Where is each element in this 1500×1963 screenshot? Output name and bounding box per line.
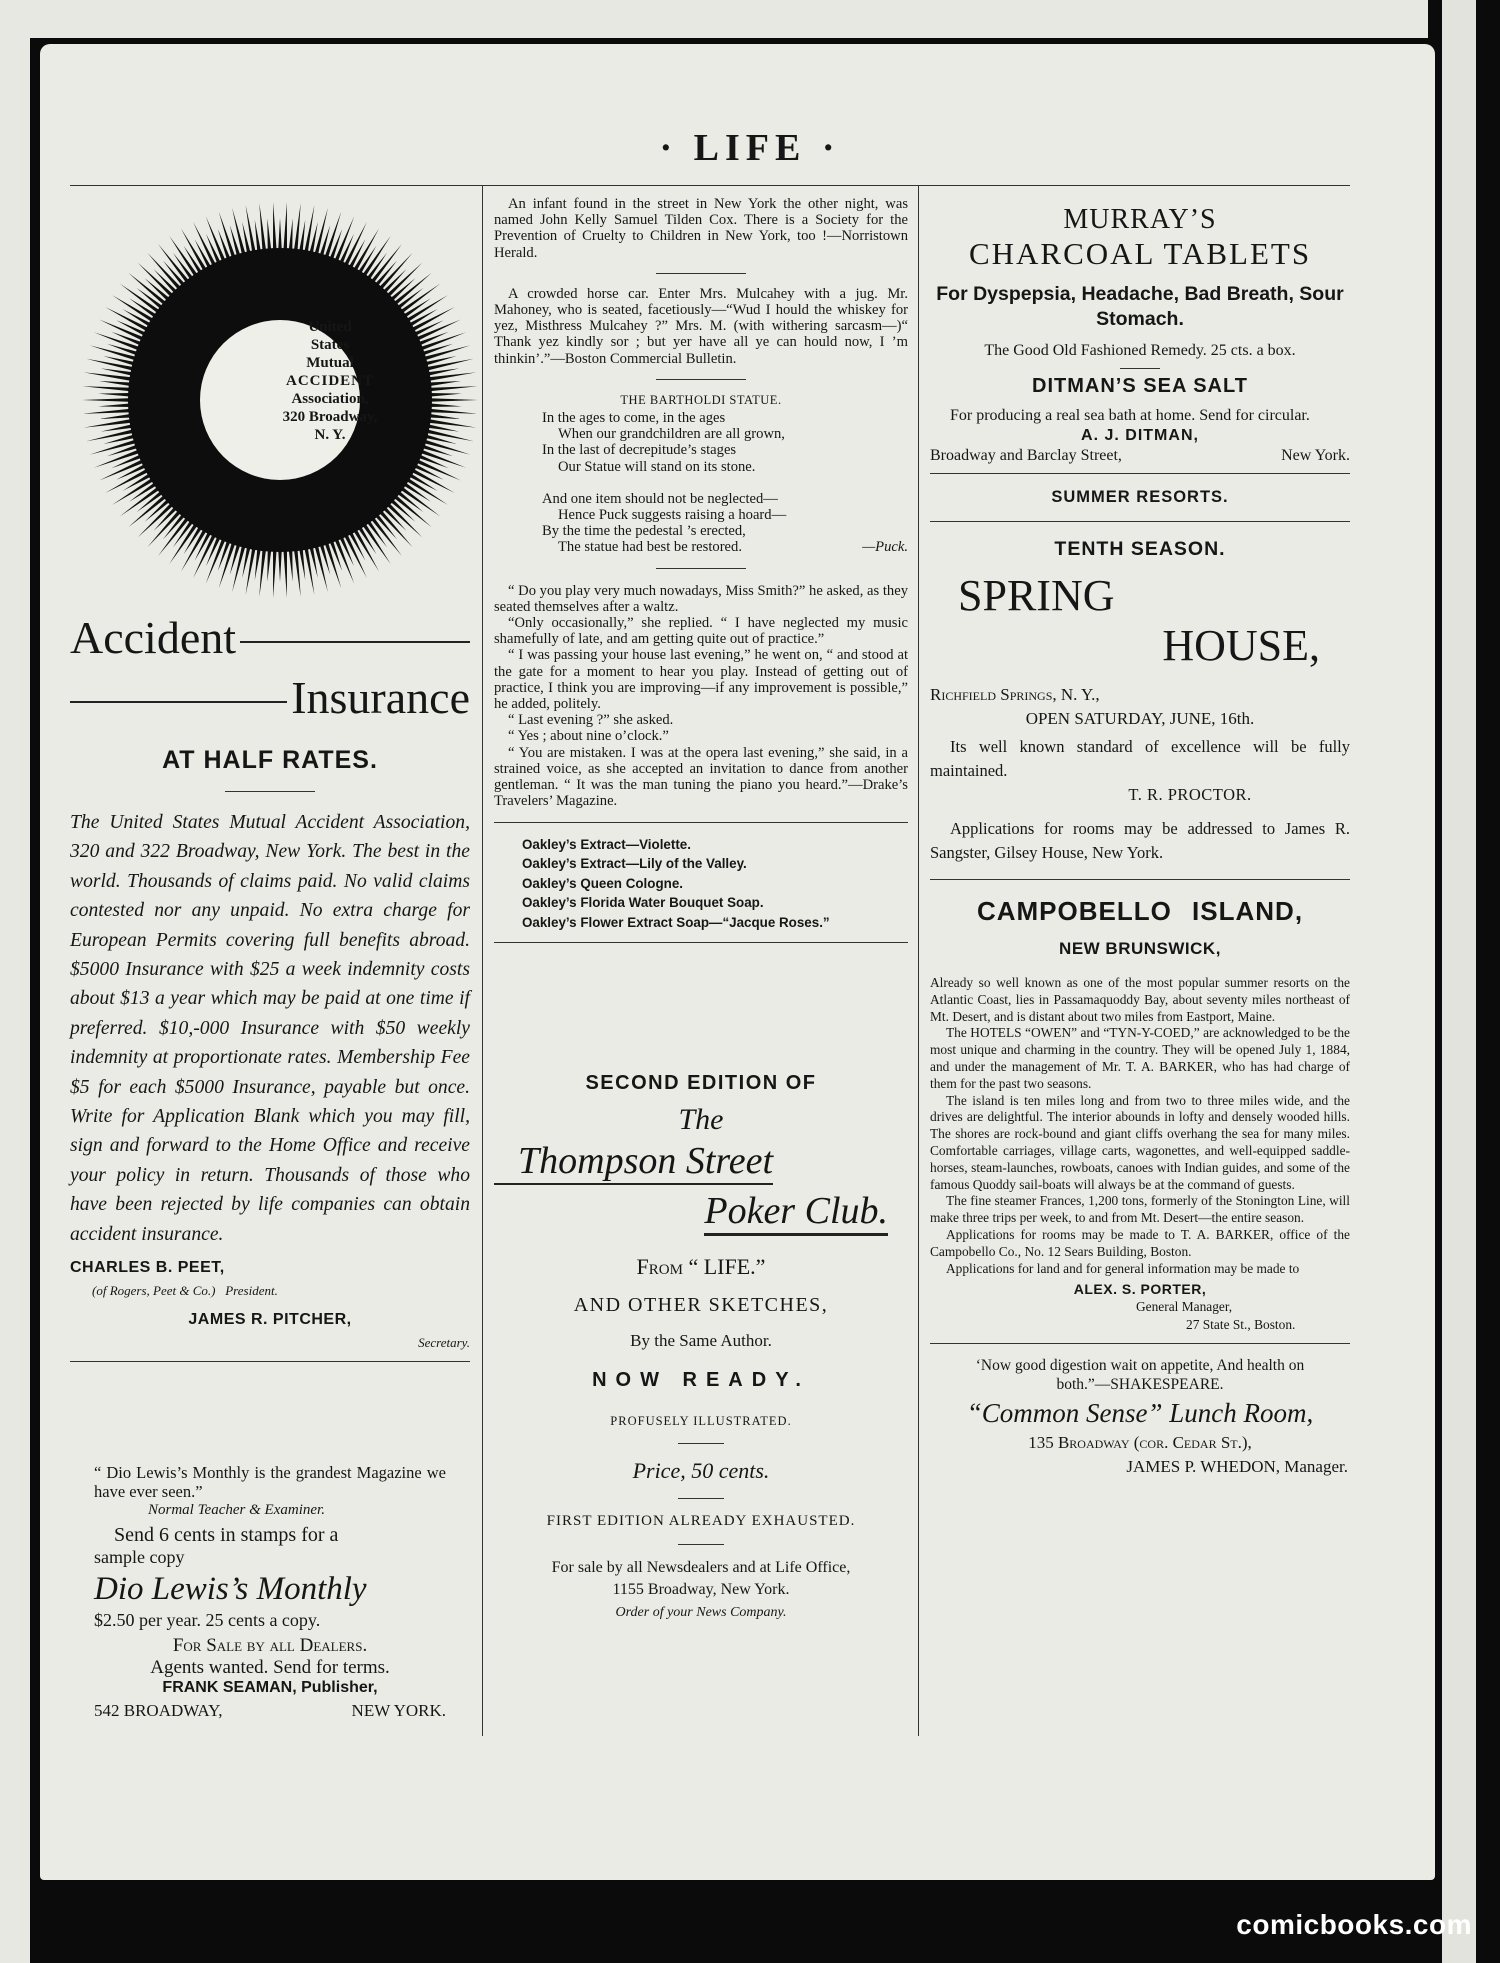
same-author: By the Same Author. xyxy=(630,1331,772,1350)
poem-title: THE BARTHOLDI STATUE. xyxy=(620,392,782,407)
divider xyxy=(656,568,746,569)
next-page-edge-right xyxy=(1442,0,1476,1963)
campobello-para: The fine steamer Frances, 1,200 tons, formerly of the Stonington Line, will make three trips per week, to and from Mt. Desert—the entire season. xyxy=(930,1193,1350,1226)
price: Price, 50 cents. xyxy=(632,1458,770,1483)
dialogue-para: “Only occasionally,” she replied. “ I have neglected my music shamefully of late, and am getting quite out of practice.” xyxy=(494,615,908,648)
president-title: President. xyxy=(225,1283,278,1299)
exhausted: FIRST EDITION ALREADY EXHAUSTED. xyxy=(546,1513,856,1529)
divider xyxy=(1120,368,1160,369)
divider xyxy=(930,473,1350,474)
dio-quote-source: Normal Teacher & Examiner. xyxy=(148,1502,325,1518)
seal-text xyxy=(240,318,420,444)
book-the: The xyxy=(678,1103,724,1136)
murray-remedy: The Good Old Fashioned Remedy. 25 cts. a box. xyxy=(984,342,1296,359)
title-row-1 xyxy=(70,608,470,668)
seal-line: United xyxy=(308,319,352,335)
ditman-address xyxy=(930,447,1350,465)
dialogue-para: “ Yes ; about nine o’clock.” xyxy=(508,728,669,745)
other-sketches: AND OTHER SKETCHES, xyxy=(573,1294,829,1316)
applications: Applications for rooms may be addressed to James R. Sangster, Gilsey House, New York. xyxy=(930,819,1350,862)
column-3-ads xyxy=(930,204,1350,1477)
ditman-name: A. J. DITMAN, xyxy=(1081,427,1199,444)
poem-line: The statue had best be restored. xyxy=(558,539,742,556)
oakley-item: Oakley’s Florida Water Bouquet Soap. xyxy=(522,895,764,911)
poem-line: In the last of decrepitude’s stages xyxy=(542,442,737,459)
dio-lewis-ad xyxy=(94,1463,446,1721)
sale-address: 1155 Broadway, New York. xyxy=(612,1581,790,1598)
column-rule-2 xyxy=(918,186,919,1736)
accident-insurance-ad xyxy=(70,608,470,1372)
sale: For sale by all Newsdealers and at Life Office, xyxy=(551,1559,851,1576)
watermark: comicbooks.com xyxy=(1236,1909,1472,1940)
proctor: T. R. PROCTOR. xyxy=(1128,785,1252,804)
campobello-subtitle: NEW BRUNSWICK, xyxy=(1059,939,1221,958)
house: HOUSE, xyxy=(1162,621,1320,670)
oakley-item: Oakley’s Extract—Violette. xyxy=(522,836,691,852)
standard: Its well known standard of excellence will be fully maintained. xyxy=(930,737,1350,780)
campobello-para: The HOTELS “OWEN” and “TYN-Y-COED,” are acknowledged to be the most unique and charming in the country. They will be opened July 1, 1884, and under the management of Mr. T. A. BARKER, who has had charge of them for the past two seasons. xyxy=(930,1025,1350,1091)
poem-stanza-gap xyxy=(542,475,908,491)
murray-use: For Dyspepsia, Headache, Bad Breath, Sour Stomach. xyxy=(936,283,1344,330)
campobello-para: The island is ten miles long and from two to three miles wide, and the drives are delightful. The interior abounds in lofty and densely wooded hills. The shores are rock-bound and giant cliffs overhang the sea for many miles. Comfortable carriages, village carts, wagonettes, and well-equipped saddle-horses, steam-launches, rowboats, canoes with Indian guides, and some of the famous Quoddy sail-boats will always be at the command of guests. xyxy=(930,1092,1350,1192)
dialogue-para: “ Last evening ?” she asked. xyxy=(508,712,674,729)
column-2-items xyxy=(494,196,908,957)
lunch-address: 135 Broadway (cor. Cedar St.), xyxy=(1028,1433,1252,1453)
divider xyxy=(930,521,1350,522)
title-dash xyxy=(70,701,287,703)
dio-quote: “ Dio Lewis’s Monthly is the grandest Magazine we have ever seen.” xyxy=(94,1463,446,1501)
poem-line: In the ages to come, in the ages xyxy=(542,410,726,427)
edition: SECOND EDITION OF xyxy=(585,1072,817,1094)
previous-page-edge-left xyxy=(0,0,30,1963)
illustrated: PROFUSELY ILLUSTRATED. xyxy=(610,1414,792,1428)
seal-line: Association, xyxy=(291,391,369,407)
ad-subtitle: AT HALF RATES. xyxy=(162,746,378,774)
secretary-title: Secretary. xyxy=(418,1335,470,1351)
seal-line: N. Y. xyxy=(314,427,346,443)
infant-item: An infant found in the street in New York the other night, was named John Kelly Samuel Tilden Cox. There is a Society for the Prevention of Cruelty to Children in New York, too !—Norristown Herald. xyxy=(494,196,908,261)
lunch-room: “Common Sense” Lunch Room, xyxy=(966,1398,1314,1429)
dio-sample: sample copy xyxy=(94,1547,185,1567)
book-line-1: Thompson Street xyxy=(494,1139,773,1185)
oakley-item: Oakley’s Queen Cologne. xyxy=(522,875,683,891)
poem-line: Hence Puck suggests raising a hoard— xyxy=(558,507,787,524)
dialogue-para: “ I was passing your house last evening,” he went on, “ and stood at the gate for a moment to hear you play. Instead of getting out of practice, I think you are improving—if any improvement is possible,” he added, politely. xyxy=(494,647,908,713)
spring: SPRING xyxy=(958,571,1115,620)
poem-line: By the time the pedestal ’s erected, xyxy=(542,523,746,540)
divider xyxy=(70,1361,470,1362)
dio-address xyxy=(94,1701,446,1721)
oakley-item: Oakley’s Flower Extract Soap—“Jacque Roses.” xyxy=(522,914,830,930)
dialogue-para: “ You are mistaken. I was at the opera last evening,” she said, in a strained voice, as she accepted an invitation to dance from another gentleman. “ It was the man tuning the piano you heard.”—Drake’s Travelers’ Magazine. xyxy=(494,744,908,810)
page-header: · LIFE · xyxy=(659,127,841,169)
divider xyxy=(494,822,908,823)
book-line-2-text: Poker Club. xyxy=(704,1189,888,1236)
divider xyxy=(656,273,746,274)
ditman-address-street: Broadway and Barclay Street, xyxy=(930,447,1122,464)
seal-line: 320 Broadway, xyxy=(282,409,378,425)
porter-name: ALEX. S. PORTER, xyxy=(1073,1281,1207,1298)
dialogue-para: “ Do you play very much nowadays, Miss Smith?” he asked, as they seated themselves after a waltz. xyxy=(494,582,908,615)
header-rule xyxy=(70,185,1350,186)
divider xyxy=(678,1443,724,1444)
book-line-2 xyxy=(494,1189,908,1236)
dio-address-city: NEW YORK. xyxy=(351,1701,446,1720)
secretary-name: JAMES R. PITCHER, xyxy=(188,1311,352,1329)
divider xyxy=(678,1498,724,1499)
ditman-address-city: New York. xyxy=(1281,447,1350,464)
shakespeare-quote: ‘Now good digestion wait on appetite, And health on both.”—SHAKESPEARE. xyxy=(975,1357,1305,1394)
ad-title-insurance: Insurance xyxy=(291,672,470,723)
from-life: From “ LIFE.” xyxy=(636,1254,766,1279)
campobello-body xyxy=(930,975,1350,1277)
poem-last-row xyxy=(542,539,908,555)
president-note: (of Rogers, Peet & Co.) xyxy=(92,1283,216,1299)
dio-agents: Agents wanted. Send for terms. xyxy=(150,1657,390,1678)
campobello-para: Applications for rooms may be made to T. A. BARKER, office of the Campobello Co., No. 12 Sears Building, Boston. xyxy=(930,1226,1350,1259)
poem-line: And one item should not be neglected— xyxy=(542,490,778,507)
poem-source: —Puck. xyxy=(862,539,908,556)
oakley-item: Oakley’s Extract—Lily of the Valley. xyxy=(522,856,747,872)
now-ready: NOW READY. xyxy=(592,1369,810,1391)
oakley-list xyxy=(494,835,908,933)
porter-title: General Manager, xyxy=(1136,1299,1233,1315)
poem-line: Our Statue will stand on its stone. xyxy=(558,458,756,475)
campobello-title: CAMPOBELLO ISLAND, xyxy=(976,896,1304,926)
dio-title: Dio Lewis’s Monthly xyxy=(94,1571,367,1607)
divider xyxy=(678,1544,724,1545)
president-line xyxy=(70,1283,470,1299)
seal-line: Mutual xyxy=(306,355,354,371)
dio-price: $2.50 per year. 25 cents a copy. xyxy=(94,1610,321,1630)
dio-sale: For Sale by all Dealers. xyxy=(172,1635,368,1656)
column-rule-1 xyxy=(482,186,483,1736)
poem-line: When our grandchildren are all grown, xyxy=(558,426,785,443)
ad-title-accident: Accident xyxy=(70,612,237,663)
divider xyxy=(494,942,908,943)
title-row-2 xyxy=(70,668,470,728)
open-date: OPEN SATURDAY, JUNE, 16th. xyxy=(1025,709,1255,728)
tenth-season: TENTH SEASON. xyxy=(1054,538,1226,560)
divider xyxy=(930,1343,1350,1344)
divider xyxy=(656,379,746,380)
poem xyxy=(494,410,908,556)
seal-line: States xyxy=(310,337,350,353)
poker-club-ad xyxy=(494,1072,908,1621)
lunch-manager: JAMES P. WHEDON, Manager. xyxy=(1126,1457,1348,1477)
campobello-para: Applications for land and for general information may be made to xyxy=(946,1260,1300,1276)
seal-line: ACCIDENT xyxy=(285,373,374,389)
order: Order of your News Company. xyxy=(615,1605,787,1620)
divider xyxy=(930,879,1350,880)
dio-publisher: FRANK SEAMAN, Publisher, xyxy=(162,1679,378,1696)
richfield: Richfield Springs, N. Y., xyxy=(930,685,1100,704)
dio-send: Send 6 cents in stamps for a xyxy=(114,1524,339,1546)
porter-address: 27 State St., Boston. xyxy=(1186,1317,1296,1333)
ditman-body: For producing a real sea bath at home. Send for circular. xyxy=(950,407,1310,424)
murray-title-1: MURRAY’S xyxy=(1063,204,1217,235)
previous-page-edge-top xyxy=(0,0,1428,38)
dio-address-street: 542 BROADWAY, xyxy=(94,1701,223,1720)
president-name: CHARLES B. PEET, xyxy=(70,1259,225,1277)
divider xyxy=(225,791,315,792)
ditman-title: DITMAN’S SEA SALT xyxy=(1032,375,1248,397)
horse-car-item: A crowded horse car. Enter Mrs. Mulcahey with a jug. Mr. Mahoney, who is seated, facetiously—“Wud I hould the whiskey for yez, Misthress Mulcahey ?” Mrs. M. (with withering sarcasm—)“ Thank yez kindly sor ; but yer have all ye can hould now, I ’m thinkin’.”—Boston Commercial Bulletin. xyxy=(494,285,908,367)
ad-body: The United States Mutual Accident Association, 320 and 322 Broadway, New York. The best in the world. Thousands of claims paid. No valid claims contested nor any unpaid. No extra charge for European Permits covering full benefits abroad. $5000 Insurance with $25 a week indemnity costs about $13 a year which may be paid at one time if preferred. $10,-000 Insurance with $50 weekly indemnity at proportionate rates. Membership Fee $5 for each $5000 Insurance, payable but once. Write for Application Blank which you may fill, sign and forward to the Home Office and receive your policy in return. Thousands of those who have been rejected by life companies can obtain accident insurance. xyxy=(70,812,470,1245)
murray-title-2: CHARCOAL TABLETS xyxy=(968,236,1312,271)
title-dash xyxy=(240,641,470,643)
summer-resorts: SUMMER RESORTS. xyxy=(1051,488,1229,506)
campobello-para: Already so well known as one of the most popular summer resorts on the Atlantic Coast, lies in Passamaquoddy Bay, about seventy miles northeast of Mt. Desert, and is distant about two miles from Eastport, Maine. xyxy=(930,975,1350,1024)
